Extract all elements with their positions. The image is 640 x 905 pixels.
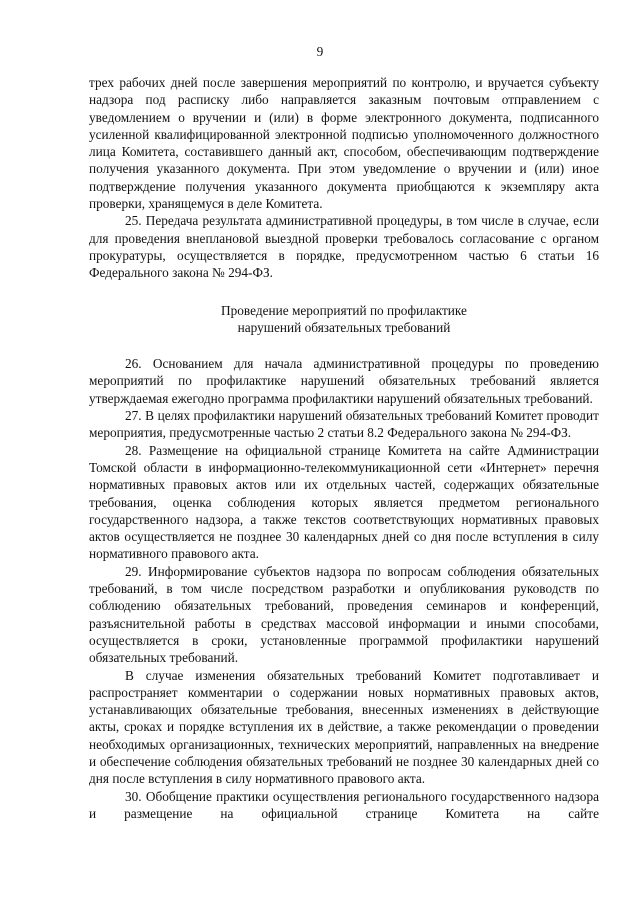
section-heading-line-1: Проведение мероприятий по профилактике xyxy=(221,302,467,318)
paragraph-27: 27. В целях профилактики нарушений обязательных требований Комитет проводит мероприятия, предусмотренные частью 2 статьи 8.2 Федерального закона № 294-ФЗ. xyxy=(89,408,599,441)
paragraph-24-continuation: трех рабочих дней после завершения мероприятий по контролю, и вручается субъекту надзора под расписку либо направляется заказным почтовым отправлением с уведомлением о вручении и (или) в форме электронного документа, подписанного усиленной квалифицированной электронной подписью уполномоченного должностного лица Комитета, составившего данный акт, способом, обеспечивающим подтверждение получения указанного документа. При этом уведомление о вручении и (или) иное подтверждение получения указанного документа приобщаются к экземпляру акта проверки, хранящемуся в деле Комитета. xyxy=(89,75,599,212)
paragraph-29: 29. Информирование субъектов надзора по вопросам соблюдения обязательных требований, в том числе посредством разработки и опубликования руководств по соблюдению обязательных требований, проведения семинаров и конференций, разъяснительной работы в средствах массовой информации и иными способами, осуществляется в сроки, установленные программой профилактики нарушений обязательных требований. xyxy=(89,563,599,666)
paragraph-28: 28. Размещение на официальной странице Комитета на сайте Администрации Томской области в информационно-телекоммуникационной сети «Интернет» перечня нормативных правовых актов или их отдельных частей, содержащих обязательные требования, оценка соблюдения которых является предметом регионального государственного надзора, а также текстов соответствующих нормативных правовых актов осуществляется не позднее 30 календарных дней со дня после вступления в силу нормативного правового акта. xyxy=(89,442,599,562)
section-heading xyxy=(89,302,599,337)
spacer xyxy=(89,282,599,302)
paragraph-29-continuation: В случае изменения обязательных требований Комитет подготавливает и распространяет комментарии о содержании новых нормативных правовых актов, устанавливающих обязательные требования, внесенных изменениях в действующие акты, сроках и порядке вступления их в действие, а также рекомендации о проведении необходимых организационных, технических мероприятий, направленных на внедрение и обеспечение соблюдения обязательных требований не позднее 30 календарных дней со дня после вступления в силу нормативного правового акта. xyxy=(89,667,599,787)
paragraph-26: 26. Основанием для начала административной процедуры по проведению мероприятий по профилактике нарушений обязательных требований является утверждаемая ежегодно программа профилактики нарушений обязательных требований. xyxy=(89,356,599,406)
spacer xyxy=(89,336,599,355)
paragraph-30: 30. Обобщение практики осуществления регионального государственного надзора и размещение на официальной странице Комитета на сайте xyxy=(89,788,599,821)
paragraph-25: 25. Передача результата административной процедуры, в том числе в случае, если для проведения внеплановой выездной проверки требовалось согласование с органом прокуратуры, осуществляется в порядке, предусмотренном частью 6 статьи 16 Федерального закона № 294-ФЗ. xyxy=(89,213,599,281)
section-heading-line-2: нарушений обязательных требований xyxy=(237,319,451,335)
page-number: 9 xyxy=(316,44,324,59)
document-body xyxy=(89,74,599,822)
